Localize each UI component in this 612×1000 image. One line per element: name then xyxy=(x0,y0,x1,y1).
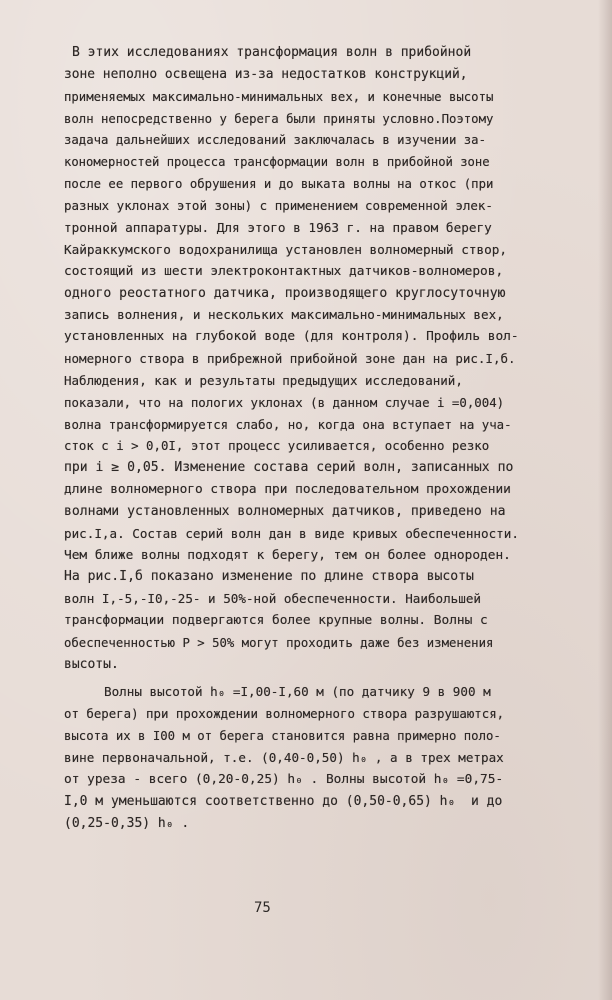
text-line: Волны высотой h₀ =I,00-I,60 м (по датчику 9 в 900 м xyxy=(104,684,491,699)
text-line: после ее первого обрушения и до выката волны на откос (при xyxy=(64,177,494,191)
page-number: 75 xyxy=(254,900,271,916)
text-line: (0,25-0,35) h₀ . xyxy=(64,816,190,831)
text-line: волна трансформируется слабо, но, когда она вступает на уча- xyxy=(64,417,512,432)
text-line: тронной аппаратуры. Для этого в 1963 г. на правом берегу xyxy=(64,220,492,235)
text-line: высота их в I00 м от берега становится равна примерно поло- xyxy=(64,729,501,743)
text-line: зоне неполно освещена из-за недостатков конструкций, xyxy=(64,67,468,82)
text-line: вине первоначальной, т.е. (0,40-0,50) h₀ , а в трех метрах xyxy=(64,750,504,765)
text-line: запись волнения, и нескольких максимально-минимальных вех, xyxy=(64,307,504,322)
text-line: кономерностей процесса трансформации волн в прибойной зоне xyxy=(64,155,490,169)
text-line: задача дальнейших исследований заключалась в изучении за- xyxy=(64,133,486,147)
text-line: номерного створа в прибрежной прибойной зоне дан на рис.I,б. xyxy=(64,351,516,366)
text-line: показали, что на пологих уклонах (в данном случае i =0,004) xyxy=(64,395,505,410)
text-line: волн непосредственно у берега были приняты условно.Поэтому xyxy=(64,112,494,126)
text-line: Кайраккумского водохранилища установлен волномерный створ, xyxy=(64,242,508,257)
text-line: I,0 м уменьшаются соответственно до (0,50-0,65) h₀ и до xyxy=(64,794,503,809)
text-line: волн I,-5,-I0,-25- и 50%-ной обеспеченности. Наибольшей xyxy=(64,591,482,606)
text-line: высоты. xyxy=(64,657,119,672)
text-line: применяемых максимально-минимальных вех, и конечные высоты xyxy=(64,90,494,104)
text-line: разных уклонах этой зоны) с применением современной элек- xyxy=(64,198,493,213)
text-line: трансформации подвергаются более крупные волны. Волны с xyxy=(64,613,488,628)
text-line: состоящий из шести электроконтактных датчиков-волномеров, xyxy=(64,264,504,279)
text-line: при i ≥ 0,05. Изменение состава серий волн, записанных по xyxy=(64,460,514,475)
text-line: от берега) при прохождении волномерного створа разрушаются, xyxy=(64,706,505,721)
text-line: рис.I,а. Состав серий волн дан в виде кривых обеспеченности. xyxy=(64,526,519,541)
text-line: Наблюдения, как и результаты предыдущих исследований, xyxy=(64,373,463,388)
text-line: волнами установленных волномерных датчиков, приведено на xyxy=(64,504,506,519)
text-line: обеспеченностью P > 50% могут проходить даже без изменения xyxy=(64,636,494,650)
text-line: одного реостатного датчика, производящего круглосуточную xyxy=(64,286,506,301)
text-line: от уреза - всего (0,20-0,25) h₀ . Волны высотой h₀ =0,75- xyxy=(64,772,504,787)
text-line: В этих исследованиях трансформация волн в прибойной xyxy=(72,45,472,60)
text-line: длине волномерного створа при последовательном прохождении xyxy=(64,482,511,497)
text-line: На рис.I,б показано изменение по длине створа высоты xyxy=(64,569,474,584)
text-line: установленных на глубокой воде (для контроля). Профиль вол- xyxy=(64,329,519,344)
page-edge-shadow xyxy=(598,0,612,1000)
text-line: Чем ближе волны подходят к берегу, тем он более однороден. xyxy=(64,548,511,563)
text-line: сток с i > 0,0I, этот процесс усиливается, особенно резко xyxy=(64,438,490,453)
